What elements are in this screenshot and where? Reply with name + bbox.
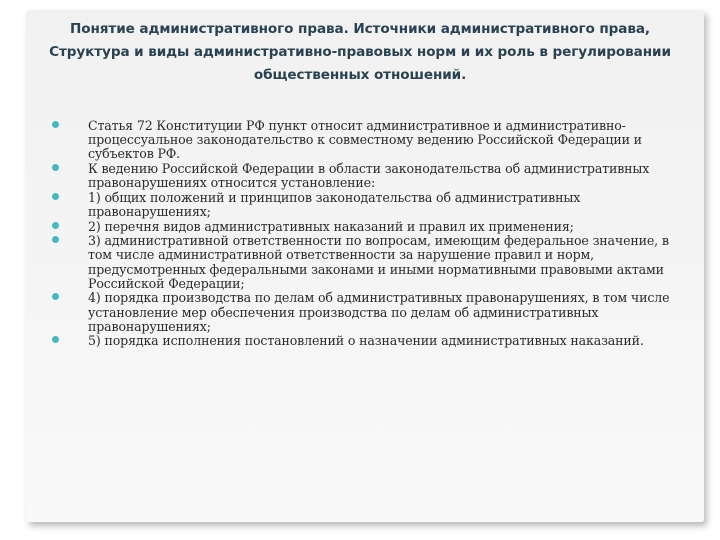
bullet-dot-icon [52, 336, 59, 343]
slide-title-line-2: Структура и виды административно-правовых норм и их роль в регулировании [49, 44, 671, 60]
bullet-item-3 [52, 191, 692, 219]
bullet-text: 3) административной ответственности по вопросам, имеющим федеральное значение, в том числе административной ответственности за нарушение правил и норм, предусмотренных федеральными законами и иными нормативными правовыми актами Российской Федерации; [88, 233, 669, 291]
bullet-dot-icon [52, 236, 59, 243]
bullet-list [52, 119, 692, 349]
bullet-text: К ведению Российской Федерации в области законодательства об административных правонарушениях относится установление: [88, 161, 650, 191]
bullet-item-2 [52, 162, 692, 190]
bullet-dot-icon [52, 121, 59, 128]
bullet-dot-icon [52, 164, 59, 171]
bullet-item-4 [52, 220, 692, 234]
bullet-dot-icon [52, 193, 59, 200]
bullet-dot-icon [52, 222, 59, 229]
bullet-text: 2) перечня видов административных наказаний и правил их применения; [88, 218, 574, 234]
bullet-text: 5) порядка исполнения постановлений о назначении административных наказаний. [88, 333, 644, 349]
bullet-item-1 [52, 119, 692, 162]
bullet-dot-icon [52, 293, 59, 300]
bullet-text: Статья 72 Конституции РФ пункт относит административное и административно-процессуальное законодательство к совместному ведению Российской Федерации и субъектов РФ. [88, 118, 642, 162]
slide-title [10, 18, 710, 87]
bullet-text: 1) общих положений и принципов законодательства об административных правонарушениях; [88, 189, 581, 219]
bullet-item-5 [52, 234, 692, 291]
bullet-text: 4) порядка производства по делам об административных правонарушениях, в том числе установление мер обеспечения производства по делам об административных правонарушениях; [88, 290, 670, 334]
bullet-item-6 [52, 291, 692, 334]
slide-title-line-1: Понятие административного права. Источники административного права, [70, 21, 650, 37]
bullet-item-7 [52, 334, 692, 348]
slide-title-line-3: общественных отношений. [253, 67, 467, 83]
